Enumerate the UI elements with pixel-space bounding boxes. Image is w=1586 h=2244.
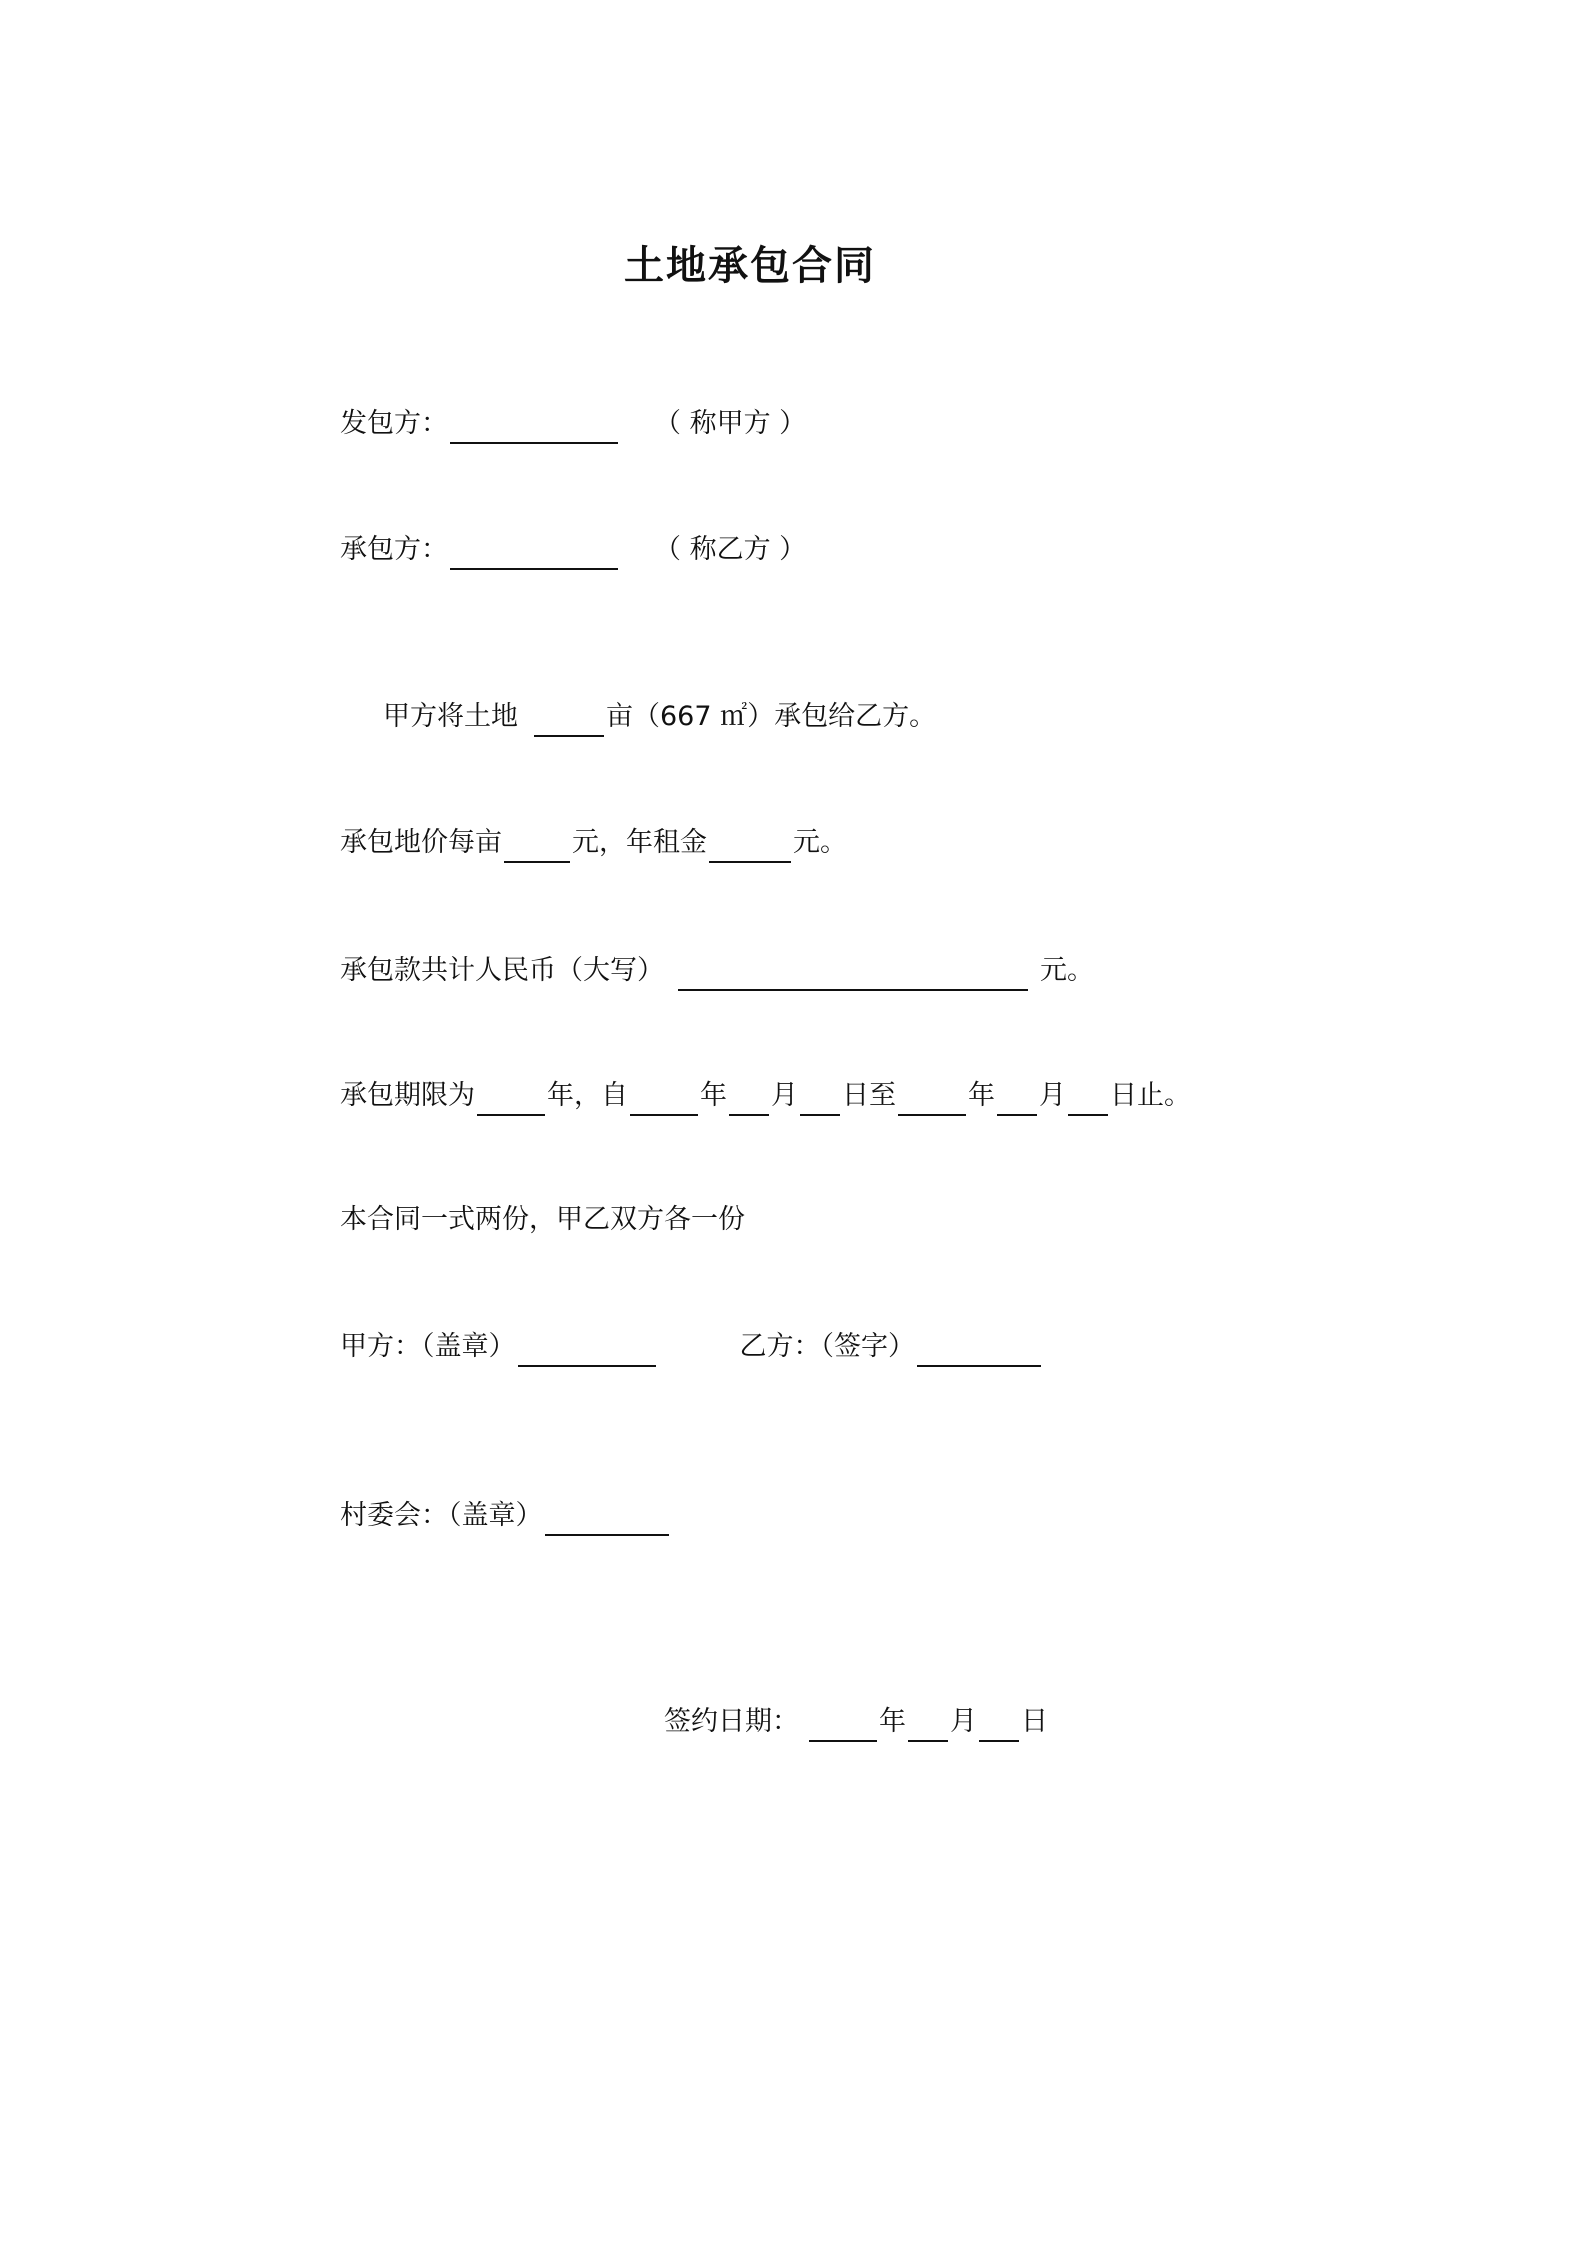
- total-prefix: 承包款共计人民币（大写）: [340, 955, 664, 986]
- land-middle: 亩（667 ㎡）承包给乙方。: [606, 701, 937, 732]
- party-a-label: 发包方：: [340, 408, 448, 439]
- term-month1: 月: [771, 1080, 798, 1111]
- party-b-line: [340, 530, 806, 570]
- party-b-blank[interactable]: [450, 534, 618, 570]
- start-year-blank[interactable]: [630, 1080, 698, 1116]
- party-b-sign-label: 乙方：（签字）: [739, 1331, 915, 1362]
- term-years-blank[interactable]: [477, 1080, 545, 1116]
- land-clause: [383, 697, 936, 737]
- copies-text: 本合同一式两份，甲乙双方各一份: [340, 1204, 745, 1235]
- price-clause: [340, 823, 847, 863]
- sign-month-blank[interactable]: [908, 1706, 948, 1742]
- term-year2: 年: [700, 1080, 727, 1111]
- sign-day: 日: [1021, 1706, 1048, 1737]
- document-title: 土地承包合同: [624, 243, 876, 289]
- copies-clause: [340, 1200, 745, 1240]
- signature-line: [340, 1327, 1043, 1367]
- term-clause: [340, 1076, 1191, 1116]
- term-prefix: 承包期限为: [340, 1080, 475, 1111]
- party-b-sign-blank[interactable]: [917, 1331, 1041, 1367]
- price-prefix: 承包地价每亩: [340, 827, 502, 858]
- land-prefix: 甲方将土地: [383, 701, 518, 732]
- sign-day-blank[interactable]: [979, 1706, 1019, 1742]
- term-year1: 年，自: [547, 1080, 628, 1111]
- party-a-seal-blank[interactable]: [518, 1331, 656, 1367]
- village-seal-label: 村委会：（盖章）: [340, 1500, 543, 1531]
- price-middle: 元，年租金: [572, 827, 707, 858]
- term-year3: 年: [968, 1080, 995, 1111]
- end-day-blank[interactable]: [1068, 1080, 1108, 1116]
- village-committee-line: [340, 1496, 671, 1536]
- sign-month: 月: [950, 1706, 977, 1737]
- price-suffix: 元。: [793, 827, 847, 858]
- end-year-blank[interactable]: [898, 1080, 966, 1116]
- start-month-blank[interactable]: [729, 1080, 769, 1116]
- party-b-note: （ 称乙方 ）: [654, 534, 807, 565]
- price-per-mu-blank[interactable]: [504, 827, 570, 863]
- end-month-blank[interactable]: [997, 1080, 1037, 1116]
- term-month2: 月: [1039, 1080, 1066, 1111]
- total-clause: [340, 951, 1094, 991]
- start-day-blank[interactable]: [800, 1080, 840, 1116]
- village-seal-blank[interactable]: [545, 1500, 669, 1536]
- total-amount-blank[interactable]: [678, 955, 1028, 991]
- party-a-blank[interactable]: [450, 408, 618, 444]
- term-end: 日止。: [1110, 1080, 1191, 1111]
- sign-year: 年: [879, 1706, 906, 1737]
- party-b-label: 承包方：: [340, 534, 448, 565]
- sign-year-blank[interactable]: [809, 1706, 877, 1742]
- total-suffix: 元。: [1040, 955, 1094, 986]
- party-a-line: [340, 404, 806, 444]
- term-day-to: 日至: [842, 1080, 896, 1111]
- land-mu-blank[interactable]: [534, 701, 604, 737]
- sign-date-label: 签约日期：: [664, 1706, 799, 1737]
- party-a-note: （ 称甲方 ）: [654, 408, 807, 439]
- sign-date-line: [664, 1702, 1048, 1742]
- annual-rent-blank[interactable]: [709, 827, 791, 863]
- party-a-seal-label: 甲方：（盖章）: [340, 1331, 516, 1362]
